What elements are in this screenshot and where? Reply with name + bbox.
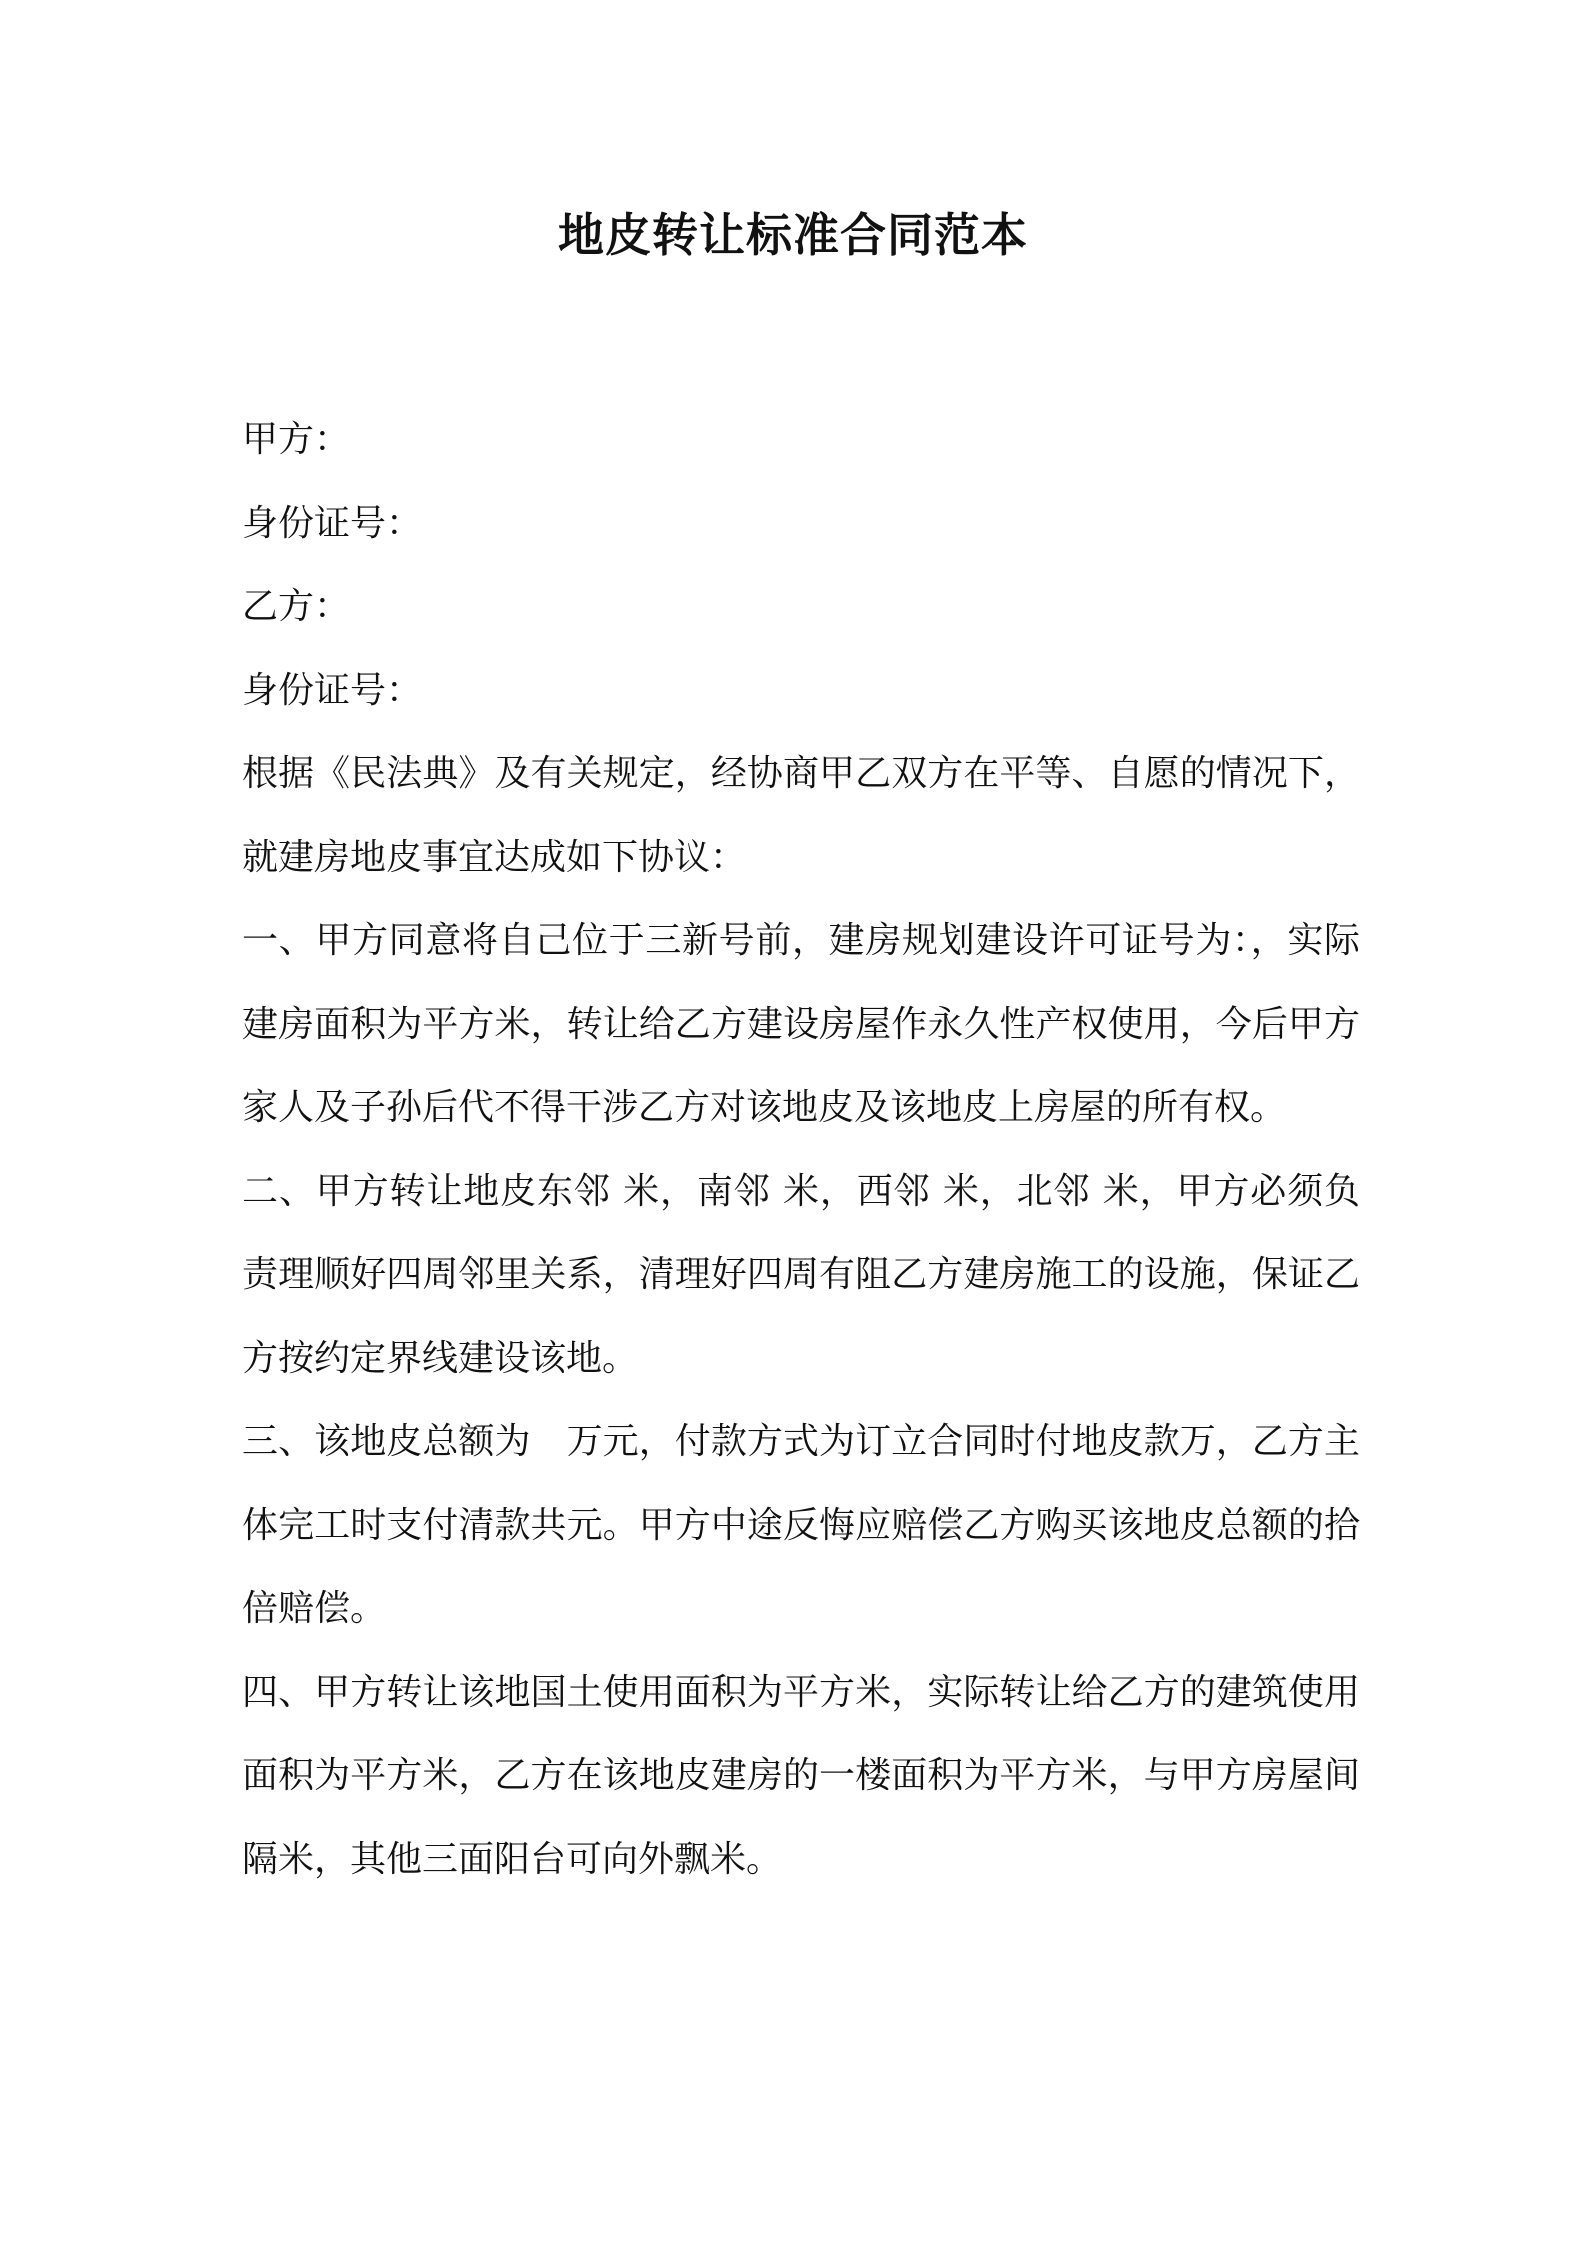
- document-title: 地皮转让标准合同范本: [558, 208, 1028, 262]
- party-a-line: 甲方：: [242, 419, 351, 460]
- clause-2-paragraph: 二、甲方转让地皮东邻 米，南邻 米，西邻 米，北邻 米，甲方必须负责理顺好四周邻里关系，清理好四周有阻乙方建房施工的设施，保证乙方按约定界线建设该地。: [242, 1170, 1360, 1379]
- clause-4-paragraph: 四、甲方转让该地国土使用面积为平方米，实际转让给乙方的建筑使用面积为平方米，乙方在该地皮建房的一楼面积为平方米，与甲方房屋间隔米，其他三面阳台可向外飘米。: [242, 1671, 1360, 1880]
- party-b-id-line: 身份证号：: [242, 669, 423, 711]
- clause-1-paragraph: 一、甲方同意将自己位于三新号前，建房规划建设许可证号为：，实际建房面积为平方米，转让给乙方建设房屋作永久性产权使用，今后甲方家人及子孙后代不得干涉乙方对该地皮及该地皮上房屋的所有权。: [242, 920, 1360, 1128]
- document-body: [242, 398, 1360, 1901]
- preamble-paragraph: 根据《民法典》及有关规定，经协商甲乙双方在平等、自愿的情况下，就建房地皮事宜达成如下协议：: [242, 753, 1360, 878]
- clause-3-paragraph: 三、该地皮总额为 万元，付款方式为订立合同时付地皮款万，乙方主体完工时支付清款共元。甲方中途反悔应赔偿乙方购买该地皮总额的拾倍赔偿。: [242, 1421, 1360, 1629]
- party-b-line: 乙方：: [242, 586, 351, 627]
- party-a-id-line: 身份证号：: [242, 502, 423, 544]
